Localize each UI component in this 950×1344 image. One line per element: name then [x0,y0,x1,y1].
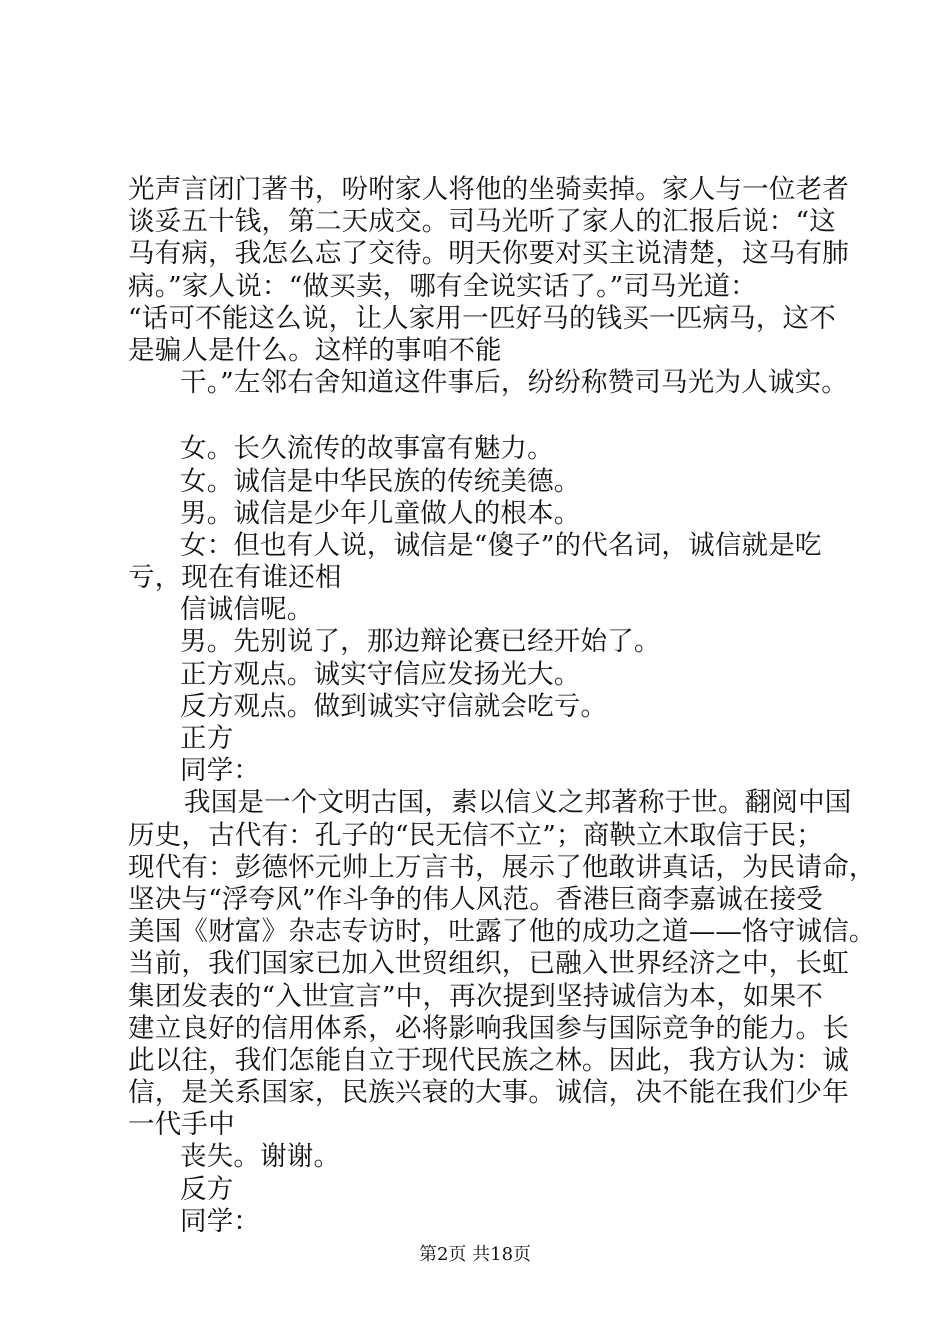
speech-line: 坚决与“浮夸风”作斗争的伟人风范。香港巨商李嘉诚在接受 [128,883,823,915]
speaker-label: 反方 [180,1173,234,1205]
text-line: 光声言闭门著书，吩咐家人将他的坐骑卖掉。家人与一位老者 [128,174,849,205]
text-line: 是骗人是什么。这样的事咱不能 [128,334,502,366]
speech-line: 一代手中 [128,1109,235,1141]
text-line: 干。”左邻右舍知道这件事后，纷纷称赞司马光为人诚实。 [180,367,848,399]
dialogue-line: 男。先别说了，那边辩论赛已经开始了。 [180,626,661,658]
dialogue-line: 女。诚信是中华民族的传统美德。 [180,465,581,497]
dialogue-line: 正方观点。诚实守信应发扬光大。 [180,658,581,690]
dialogue-line: 女。长久流传的故事富有魅力。 [180,433,554,465]
text-line: “话可不能这么说，让人家用一匹好马的钱买一匹病马，这不 [128,302,836,334]
document-body [128,174,876,1238]
speech-line: 建立良好的信用体系，必将影响我国参与国际竞争的能力。长 [128,1012,849,1044]
speech-line: 此以往，我们怎能自立于现代民族之林。因此，我方认为：诚 [128,1044,849,1076]
speaker-label: 同学： [180,1205,261,1237]
speech-line: 现代有：彭德怀元帅上万言书，展示了他敢讲真话，为民请命， [128,851,876,883]
dialogue-line: 亏，现在有谁还相 [128,562,342,594]
speaker-label: 同学： [180,755,261,787]
dialogue-line: 男。诚信是少年儿童做人的根本。 [180,497,581,529]
dialogue-line: 信诚信呢。 [180,594,314,626]
page-number-footer: 第2页 共18页 [418,1244,532,1265]
speaker-label: 正方 [180,723,234,754]
speech-line: 历史，古代有：孔子的“民无信不立”；商鞅立木取信于民； [128,819,823,851]
dialogue-line: 反方观点。做到诚实守信就会吃亏。 [180,690,608,722]
speech-line: 当前，我们国家已加入世贸组织，已融入世界经济之中，长虹 [128,948,849,980]
paragraph-gap [128,399,838,433]
speech-line: 集团发表的“入世宣言”中，再次提到坚持诚信为本，如果不 [128,980,823,1012]
text-line: 马有病，我怎么忘了交待。明天你要对买主说清楚，这马有肺 [128,238,849,270]
text-line: 谈妥五十钱，第二天成交。司马光听了家人的汇报后说：“这 [128,206,836,238]
dialogue-line: 女：但也有人说，诚信是“傻子”的代名词，诚信就是吃 [180,529,822,561]
text-line: 病。”家人说：“做买卖，哪有全说实话了。”司马光道： [128,270,757,302]
speech-line: 美国《财富》杂志专访时，吐露了他的成功之道——恪守诚信。 [128,916,876,948]
speech-line: 丧失。谢谢。 [180,1141,341,1173]
speech-line: 信，是关系国家，民族兴衰的大事。诚信，决不能在我们少年 [128,1077,849,1109]
speech-line: 我国是一个文明古国，素以信义之邦著称于世。翻阅中国 [184,787,852,819]
